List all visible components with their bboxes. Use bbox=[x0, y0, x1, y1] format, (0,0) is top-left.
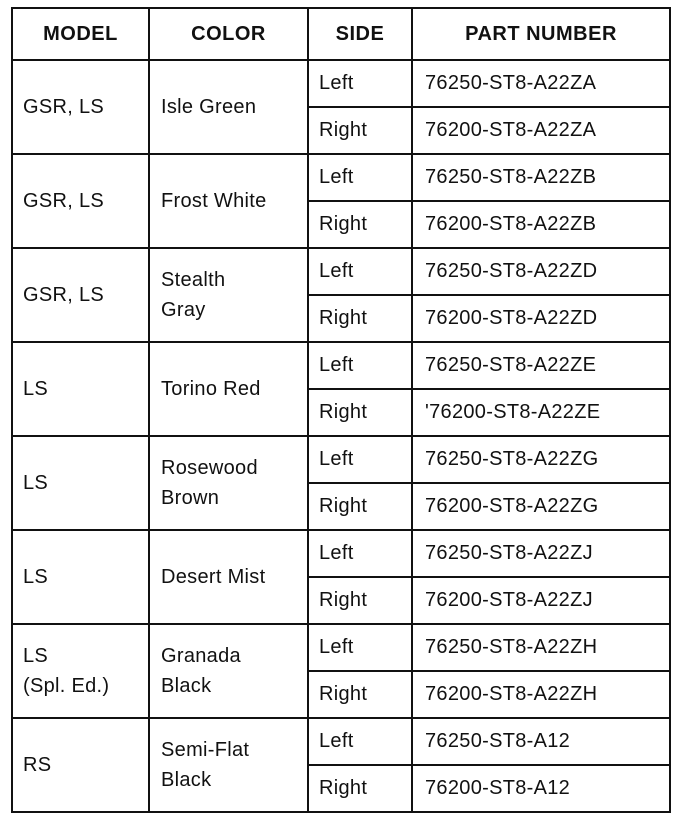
side-header: SIDE bbox=[308, 8, 412, 60]
part-number-cell: '76200-ST8-A22ZE bbox=[412, 389, 670, 436]
part-number-cell: 76250-ST8-A22ZA bbox=[412, 60, 670, 107]
side-cell: Left bbox=[308, 530, 412, 577]
part-number-cell: 76200-ST8-A12 bbox=[412, 765, 670, 812]
part-number-cell: 76250-ST8-A22ZD bbox=[412, 248, 670, 295]
table-row bbox=[12, 624, 670, 671]
part-number-cell: 76250-ST8-A22ZG bbox=[412, 436, 670, 483]
part-number-cell: 76200-ST8-A22ZG bbox=[412, 483, 670, 530]
side-cell: Left bbox=[308, 624, 412, 671]
part-number-cell: 76250-ST8-A22ZJ bbox=[412, 530, 670, 577]
color-cell bbox=[149, 342, 308, 436]
model-cell bbox=[12, 60, 149, 154]
parts-table bbox=[11, 7, 671, 813]
side-cell: Right bbox=[308, 765, 412, 812]
color-text: Rosewood bbox=[161, 457, 258, 479]
side-cell: Right bbox=[308, 671, 412, 718]
part-number-header: PART NUMBER bbox=[412, 8, 670, 60]
part-number-cell: 76200-ST8-A22ZB bbox=[412, 201, 670, 248]
side-cell: Right bbox=[308, 483, 412, 530]
table-row bbox=[12, 436, 670, 483]
table-row bbox=[12, 60, 670, 107]
model-text: GSR, LS bbox=[23, 96, 105, 118]
side-cell: Left bbox=[308, 436, 412, 483]
side-cell: Right bbox=[308, 577, 412, 624]
color-text: Granada bbox=[161, 645, 241, 667]
model-cell bbox=[12, 624, 149, 718]
model-text: GSR, LS bbox=[23, 190, 105, 212]
model-cell bbox=[12, 342, 149, 436]
color-text: Isle Green bbox=[161, 96, 257, 118]
color-text: Desert Mist bbox=[161, 566, 266, 588]
table-row bbox=[12, 530, 670, 577]
table-row bbox=[12, 248, 670, 295]
table-row bbox=[12, 342, 670, 389]
side-cell: Right bbox=[308, 389, 412, 436]
color-text: Gray bbox=[161, 299, 206, 321]
table-row bbox=[12, 718, 670, 765]
model-text: GSR, LS bbox=[23, 284, 105, 306]
model-text: LS bbox=[23, 645, 49, 667]
model-cell bbox=[12, 530, 149, 624]
side-cell: Left bbox=[308, 60, 412, 107]
side-cell: Left bbox=[308, 248, 412, 295]
side-cell: Left bbox=[308, 342, 412, 389]
model-cell bbox=[12, 718, 149, 812]
color-text: Brown bbox=[161, 487, 220, 509]
color-text: Black bbox=[161, 769, 212, 791]
color-header: COLOR bbox=[149, 8, 308, 60]
model-text: LS bbox=[23, 378, 49, 400]
model-cell bbox=[12, 436, 149, 530]
part-number-cell: 76200-ST8-A22ZH bbox=[412, 671, 670, 718]
table-row bbox=[12, 154, 670, 201]
part-number-cell: 76250-ST8-A22ZE bbox=[412, 342, 670, 389]
model-header: MODEL bbox=[12, 8, 149, 60]
model-text: LS bbox=[23, 566, 49, 588]
part-number-cell: 76250-ST8-A12 bbox=[412, 718, 670, 765]
side-cell: Left bbox=[308, 718, 412, 765]
color-cell bbox=[149, 624, 308, 718]
color-text: Frost White bbox=[161, 190, 267, 212]
model-text: (Spl. Ed.) bbox=[23, 675, 110, 697]
side-cell: Left bbox=[308, 154, 412, 201]
model-cell bbox=[12, 154, 149, 248]
side-cell: Right bbox=[308, 201, 412, 248]
part-number-cell: 76250-ST8-A22ZH bbox=[412, 624, 670, 671]
color-text: Torino Red bbox=[161, 378, 261, 400]
color-cell bbox=[149, 60, 308, 154]
table-body bbox=[12, 60, 670, 812]
model-text: RS bbox=[23, 754, 52, 776]
header-row bbox=[12, 8, 670, 60]
color-cell bbox=[149, 154, 308, 248]
part-number-cell: 76250-ST8-A22ZB bbox=[412, 154, 670, 201]
part-number-cell: 76200-ST8-A22ZJ bbox=[412, 577, 670, 624]
color-cell bbox=[149, 530, 308, 624]
color-text: Semi-Flat bbox=[161, 739, 250, 761]
model-text: LS bbox=[23, 472, 49, 494]
color-cell bbox=[149, 248, 308, 342]
side-cell: Right bbox=[308, 107, 412, 154]
part-number-cell: 76200-ST8-A22ZD bbox=[412, 295, 670, 342]
color-text: Black bbox=[161, 675, 212, 697]
color-cell bbox=[149, 436, 308, 530]
color-text: Stealth bbox=[161, 269, 226, 291]
part-number-cell: 76200-ST8-A22ZA bbox=[412, 107, 670, 154]
model-cell bbox=[12, 248, 149, 342]
color-cell bbox=[149, 718, 308, 812]
side-cell: Right bbox=[308, 295, 412, 342]
